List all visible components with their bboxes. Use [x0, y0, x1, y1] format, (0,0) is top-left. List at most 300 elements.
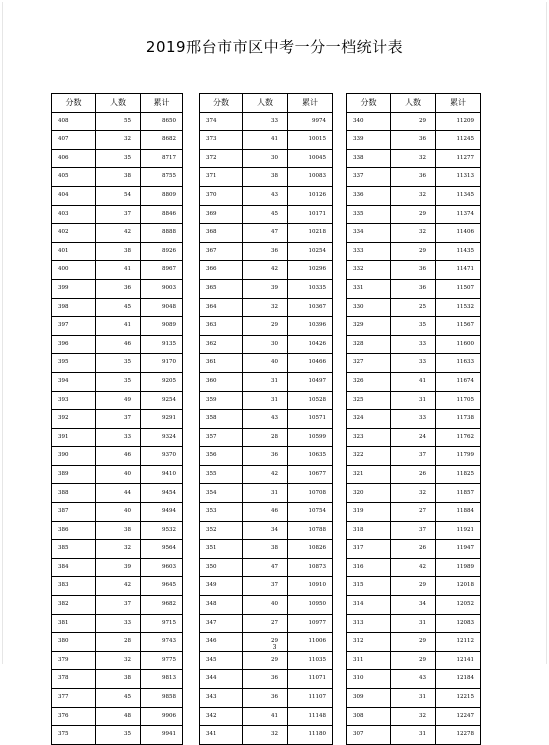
- cumulative-cell: 9135: [141, 335, 183, 354]
- table-row: [200, 168, 333, 187]
- score-cell: 343: [200, 689, 243, 708]
- score-cell: 344: [200, 670, 243, 689]
- cumulative-cell: 9906: [141, 707, 183, 726]
- table-row: [347, 484, 481, 503]
- cumulative-cell: 9743: [141, 633, 183, 652]
- count-cell: 46: [243, 503, 288, 522]
- cumulative-cell: 9089: [141, 317, 183, 336]
- cumulative-cell: 8717: [141, 149, 183, 168]
- score-cell: 345: [200, 651, 243, 670]
- count-cell: 35: [96, 149, 141, 168]
- count-cell: 47: [243, 224, 288, 243]
- table-row: [52, 428, 183, 447]
- count-cell: 31: [391, 726, 436, 745]
- score-cell: 310: [347, 670, 391, 689]
- score-cell: 322: [347, 447, 391, 466]
- count-cell: 29: [243, 651, 288, 670]
- count-cell: 33: [243, 112, 288, 131]
- count-cell: 32: [243, 726, 288, 745]
- table-row: [52, 261, 183, 280]
- count-cell: 31: [391, 689, 436, 708]
- cumulative-cell: 10218: [288, 224, 333, 243]
- table-row: [200, 521, 333, 540]
- cumulative-cell: 8682: [141, 131, 183, 150]
- cumulative-cell: 10599: [288, 428, 333, 447]
- cumulative-cell: 9370: [141, 447, 183, 466]
- count-cell: 43: [243, 410, 288, 429]
- count-cell: 38: [243, 540, 288, 559]
- cumulative-cell: 10396: [288, 317, 333, 336]
- cumulative-cell: 10788: [288, 521, 333, 540]
- cumulative-cell: 11313: [436, 168, 481, 187]
- score-cell: 381: [52, 614, 96, 633]
- count-cell: 29: [391, 242, 436, 261]
- table-row: [52, 298, 183, 317]
- cumulative-cell: 8809: [141, 186, 183, 205]
- cumulative-cell: 12247: [436, 707, 481, 726]
- table-row: [347, 428, 481, 447]
- cumulative-cell: 11035: [288, 651, 333, 670]
- cumulative-cell: 10910: [288, 577, 333, 596]
- cumulative-cell: 10977: [288, 614, 333, 633]
- cumulative-cell: 10571: [288, 410, 333, 429]
- score-cell: 330: [347, 298, 391, 317]
- score-cell: 404: [52, 186, 96, 205]
- score-cell: 358: [200, 410, 243, 429]
- count-cell: 29: [391, 205, 436, 224]
- table-row: [347, 558, 481, 577]
- cumulative-cell: 11406: [436, 224, 481, 243]
- count-cell: 30: [243, 335, 288, 354]
- score-cell: 319: [347, 503, 391, 522]
- score-cell: 403: [52, 205, 96, 224]
- score-cell: 347: [200, 614, 243, 633]
- count-cell: 38: [96, 670, 141, 689]
- table-row: [347, 577, 481, 596]
- table-row: [200, 242, 333, 261]
- score-cell: 312: [347, 633, 391, 652]
- page-title: 2019邢台市市区中考一分一档统计表: [145, 38, 404, 56]
- cumulative-cell: 10466: [288, 354, 333, 373]
- cumulative-cell: 10826: [288, 540, 333, 559]
- count-cell: 36: [243, 670, 288, 689]
- table-row: [52, 242, 183, 261]
- score-cell: 399: [52, 279, 96, 298]
- count-cell: 25: [391, 298, 436, 317]
- cumulative-cell: 11148: [288, 707, 333, 726]
- table-row: [200, 614, 333, 633]
- table-row: [200, 707, 333, 726]
- score-cell: 401: [52, 242, 96, 261]
- table-row: [200, 317, 333, 336]
- score-cell: 383: [52, 577, 96, 596]
- score-cell: 363: [200, 317, 243, 336]
- table-row: [200, 354, 333, 373]
- table-row: [200, 689, 333, 708]
- cumulative-cell: 12052: [436, 596, 481, 615]
- cumulative-cell: 9291: [141, 410, 183, 429]
- score-cell: 346: [200, 633, 243, 652]
- score-cell: 316: [347, 558, 391, 577]
- cumulative-cell: 10635: [288, 447, 333, 466]
- count-cell: 36: [243, 447, 288, 466]
- cumulative-cell: 11825: [436, 465, 481, 484]
- table-row: [347, 651, 481, 670]
- count-cell: 34: [243, 521, 288, 540]
- score-cell: 313: [347, 614, 391, 633]
- count-cell: 55: [96, 112, 141, 131]
- cumulative-cell: 11633: [436, 354, 481, 373]
- cumulative-cell: 9454: [141, 484, 183, 503]
- table-row: [347, 168, 481, 187]
- table-row: [52, 447, 183, 466]
- cumulative-cell: 11674: [436, 372, 481, 391]
- table-row: [347, 224, 481, 243]
- count-cell: 39: [96, 558, 141, 577]
- count-cell: 32: [243, 298, 288, 317]
- count-cell: 45: [243, 205, 288, 224]
- table-row: [52, 689, 183, 708]
- count-cell: 33: [391, 335, 436, 354]
- score-cell: 367: [200, 242, 243, 261]
- table-row: [347, 614, 481, 633]
- table-row: [52, 168, 183, 187]
- cumulative-cell: 9775: [141, 651, 183, 670]
- score-cell: 341: [200, 726, 243, 745]
- score-cell: 389: [52, 465, 96, 484]
- count-cell: 36: [96, 279, 141, 298]
- score-cell: 318: [347, 521, 391, 540]
- count-cell: 36: [391, 279, 436, 298]
- count-cell: 40: [96, 465, 141, 484]
- cumulative-cell: 9682: [141, 596, 183, 615]
- score-cell: 327: [347, 354, 391, 373]
- count-cell: 47: [243, 558, 288, 577]
- score-cell: 353: [200, 503, 243, 522]
- cumulative-cell: 11921: [436, 521, 481, 540]
- score-cell: 334: [347, 224, 391, 243]
- cumulative-cell: 9205: [141, 372, 183, 391]
- cumulative-cell: 11705: [436, 391, 481, 410]
- cumulative-cell: 11345: [436, 186, 481, 205]
- count-cell: 36: [243, 242, 288, 261]
- count-cell: 33: [96, 614, 141, 633]
- cumulative-cell: 9603: [141, 558, 183, 577]
- score-cell: 335: [347, 205, 391, 224]
- header-cumulative: 累计: [288, 94, 333, 113]
- cumulative-cell: 9170: [141, 354, 183, 373]
- table-row: [200, 298, 333, 317]
- header-count: 人数: [96, 94, 141, 113]
- header-cumulative: 累计: [141, 94, 183, 113]
- table-row: [200, 596, 333, 615]
- cumulative-cell: 11884: [436, 503, 481, 522]
- score-cell: 385: [52, 540, 96, 559]
- table-row: [347, 596, 481, 615]
- cumulative-cell: 12141: [436, 651, 481, 670]
- score-cell: 398: [52, 298, 96, 317]
- count-cell: 30: [243, 149, 288, 168]
- cumulative-cell: 11600: [436, 335, 481, 354]
- score-cell: 321: [347, 465, 391, 484]
- count-cell: 32: [96, 651, 141, 670]
- score-cell: 338: [347, 149, 391, 168]
- count-cell: 35: [96, 354, 141, 373]
- table-row: [200, 186, 333, 205]
- score-cell: 408: [52, 112, 96, 131]
- count-cell: 32: [96, 131, 141, 150]
- cumulative-cell: 9003: [141, 279, 183, 298]
- cumulative-cell: 11567: [436, 317, 481, 336]
- count-cell: 43: [391, 670, 436, 689]
- table-row: [200, 279, 333, 298]
- count-cell: 43: [243, 186, 288, 205]
- score-cell: 337: [347, 168, 391, 187]
- score-cell: 407: [52, 131, 96, 150]
- score-cell: 376: [52, 707, 96, 726]
- score-cell: 394: [52, 372, 96, 391]
- count-cell: 35: [391, 317, 436, 336]
- score-cell: 323: [347, 428, 391, 447]
- count-cell: 40: [243, 354, 288, 373]
- score-cell: 329: [347, 317, 391, 336]
- count-cell: 46: [96, 335, 141, 354]
- count-cell: 33: [391, 354, 436, 373]
- count-cell: 41: [391, 372, 436, 391]
- score-cell: 340: [347, 112, 391, 131]
- score-cell: 379: [52, 651, 96, 670]
- count-cell: 29: [391, 651, 436, 670]
- table-row: [52, 391, 183, 410]
- table-row: [200, 131, 333, 150]
- count-cell: 29: [243, 317, 288, 336]
- table-row: [52, 726, 183, 745]
- table-row: [200, 410, 333, 429]
- score-cell: 307: [347, 726, 391, 745]
- table-row: [200, 261, 333, 280]
- count-cell: 37: [243, 577, 288, 596]
- table-row: [200, 465, 333, 484]
- cumulative-cell: 11799: [436, 447, 481, 466]
- table-row: [52, 410, 183, 429]
- count-cell: 41: [243, 131, 288, 150]
- score-cell: 371: [200, 168, 243, 187]
- table-row: [52, 558, 183, 577]
- cumulative-cell: 8755: [141, 168, 183, 187]
- count-cell: 26: [391, 465, 436, 484]
- count-cell: 31: [391, 391, 436, 410]
- cumulative-cell: 12083: [436, 614, 481, 633]
- count-cell: 37: [96, 205, 141, 224]
- table-row: [52, 354, 183, 373]
- score-cell: 370: [200, 186, 243, 205]
- cumulative-cell: 11180: [288, 726, 333, 745]
- count-cell: 31: [243, 372, 288, 391]
- score-cell: 354: [200, 484, 243, 503]
- cumulative-cell: 10950: [288, 596, 333, 615]
- count-cell: 37: [96, 410, 141, 429]
- header-count: 人数: [243, 94, 288, 113]
- cumulative-cell: 9494: [141, 503, 183, 522]
- count-cell: 42: [96, 577, 141, 596]
- count-cell: 41: [96, 261, 141, 280]
- table-row: [52, 186, 183, 205]
- score-cell: 311: [347, 651, 391, 670]
- cumulative-cell: 10335: [288, 279, 333, 298]
- count-cell: 32: [391, 707, 436, 726]
- cumulative-cell: 11738: [436, 410, 481, 429]
- count-cell: 27: [243, 614, 288, 633]
- cumulative-cell: 10015: [288, 131, 333, 150]
- table-row: [347, 447, 481, 466]
- cumulative-cell: 11762: [436, 428, 481, 447]
- table-row: [200, 540, 333, 559]
- score-cell: 405: [52, 168, 96, 187]
- table-row: [52, 149, 183, 168]
- cumulative-cell: 10126: [288, 186, 333, 205]
- count-cell: 33: [96, 428, 141, 447]
- count-cell: 41: [96, 317, 141, 336]
- cumulative-cell: 10367: [288, 298, 333, 317]
- score-cell: 361: [200, 354, 243, 373]
- score-cell: 309: [347, 689, 391, 708]
- cumulative-cell: 10677: [288, 465, 333, 484]
- cumulative-cell: 9941: [141, 726, 183, 745]
- count-cell: 42: [391, 558, 436, 577]
- score-cell: 324: [347, 410, 391, 429]
- count-cell: 39: [243, 279, 288, 298]
- table-row: [347, 317, 481, 336]
- table-row: [52, 205, 183, 224]
- table-row: [347, 540, 481, 559]
- count-cell: 29: [391, 633, 436, 652]
- table-row: [347, 503, 481, 522]
- cumulative-cell: 11435: [436, 242, 481, 261]
- score-cell: 392: [52, 410, 96, 429]
- score-cell: 372: [200, 149, 243, 168]
- cumulative-cell: 11107: [288, 689, 333, 708]
- count-cell: 36: [391, 131, 436, 150]
- cumulative-cell: 9410: [141, 465, 183, 484]
- table-row: [200, 503, 333, 522]
- table-row: [52, 335, 183, 354]
- cumulative-cell: 9645: [141, 577, 183, 596]
- count-cell: 45: [96, 689, 141, 708]
- score-cell: 365: [200, 279, 243, 298]
- cumulative-cell: 9564: [141, 540, 183, 559]
- count-cell: 48: [96, 707, 141, 726]
- table-row: [52, 131, 183, 150]
- cumulative-cell: 8926: [141, 242, 183, 261]
- count-cell: 35: [96, 372, 141, 391]
- count-cell: 37: [96, 596, 141, 615]
- cumulative-cell: 10426: [288, 335, 333, 354]
- score-cell: 400: [52, 261, 96, 280]
- count-cell: 35: [96, 726, 141, 745]
- score-cell: 378: [52, 670, 96, 689]
- table-row: [347, 372, 481, 391]
- count-cell: 32: [391, 484, 436, 503]
- table-row: [52, 614, 183, 633]
- score-cell: 373: [200, 131, 243, 150]
- count-cell: 32: [96, 540, 141, 559]
- table-row: [200, 112, 333, 131]
- table-row: [52, 372, 183, 391]
- count-cell: 42: [243, 261, 288, 280]
- cumulative-cell: 11857: [436, 484, 481, 503]
- score-cell: 359: [200, 391, 243, 410]
- cumulative-cell: 10873: [288, 558, 333, 577]
- score-cell: 406: [52, 149, 96, 168]
- table-row: [200, 372, 333, 391]
- table-row: [347, 707, 481, 726]
- count-cell: 36: [391, 168, 436, 187]
- cumulative-cell: 9813: [141, 670, 183, 689]
- cumulative-cell: 8967: [141, 261, 183, 280]
- header-count: 人数: [391, 94, 436, 113]
- count-cell: 49: [96, 391, 141, 410]
- table-row: [347, 670, 481, 689]
- table-row: [52, 651, 183, 670]
- score-cell: 395: [52, 354, 96, 373]
- table-row: [52, 577, 183, 596]
- score-cell: 369: [200, 205, 243, 224]
- header-score: 分数: [200, 94, 243, 113]
- score-cell: 326: [347, 372, 391, 391]
- count-cell: 37: [391, 447, 436, 466]
- cumulative-cell: 9974: [288, 112, 333, 131]
- table-row: [347, 279, 481, 298]
- cumulative-cell: 8650: [141, 112, 183, 131]
- table-row: [347, 205, 481, 224]
- table-row: [200, 391, 333, 410]
- score-cell: 333: [347, 242, 391, 261]
- score-cell: 388: [52, 484, 96, 503]
- score-cell: 328: [347, 335, 391, 354]
- count-cell: 32: [391, 224, 436, 243]
- count-cell: 36: [391, 261, 436, 280]
- score-cell: 387: [52, 503, 96, 522]
- cumulative-cell: 9324: [141, 428, 183, 447]
- score-cell: 386: [52, 521, 96, 540]
- table-row: [52, 707, 183, 726]
- page-number: 3: [272, 644, 277, 651]
- score-cell: 325: [347, 391, 391, 410]
- cumulative-cell: 10171: [288, 205, 333, 224]
- count-cell: 36: [243, 689, 288, 708]
- count-cell: 31: [391, 614, 436, 633]
- score-cell: 397: [52, 317, 96, 336]
- table-row: [52, 112, 183, 131]
- table-row: [347, 521, 481, 540]
- table-row: [200, 670, 333, 689]
- score-cell: 331: [347, 279, 391, 298]
- score-cell: 349: [200, 577, 243, 596]
- count-cell: 29: [391, 112, 436, 131]
- score-cell: 320: [347, 484, 391, 503]
- count-cell: 32: [391, 186, 436, 205]
- score-cell: 391: [52, 428, 96, 447]
- table-row: [52, 521, 183, 540]
- cumulative-cell: 10254: [288, 242, 333, 261]
- table-row: [347, 689, 481, 708]
- table-row: [200, 726, 333, 745]
- count-cell: 46: [96, 447, 141, 466]
- cumulative-cell: 11947: [436, 540, 481, 559]
- count-cell: 28: [243, 428, 288, 447]
- table-row: [52, 224, 183, 243]
- count-cell: 54: [96, 186, 141, 205]
